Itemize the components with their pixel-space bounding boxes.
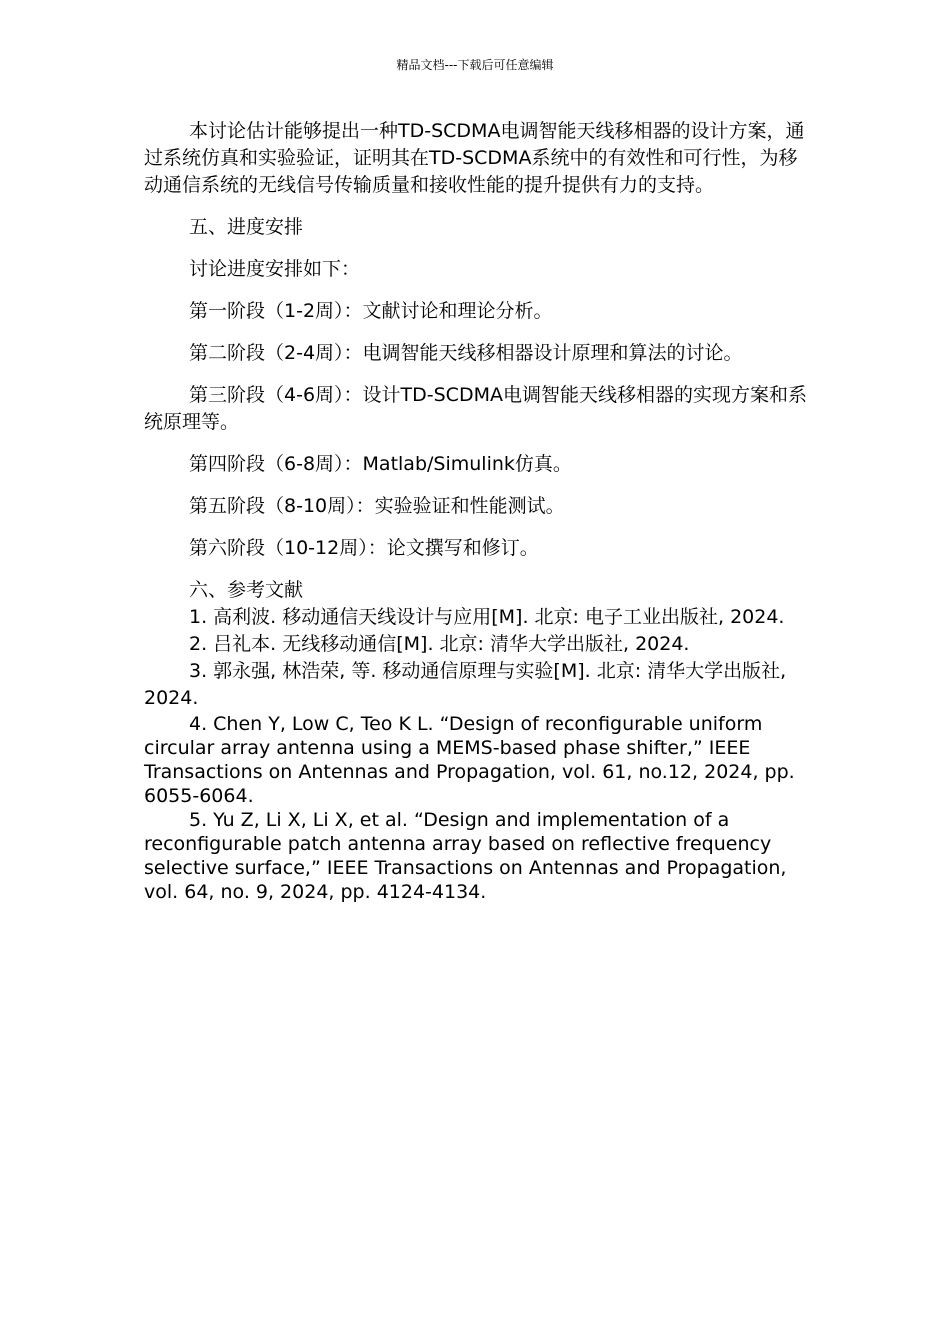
section-title-schedule: 五、进度安排	[189, 216, 304, 238]
reference-item: 2. 吕礼本. 无线移动通信[M]. 北京: 清华大学出版社, 2024.	[189, 633, 690, 655]
schedule-phase: 第五阶段（8-10周）：实验验证和性能测试。	[189, 495, 565, 517]
reference-item: 4. Chen Y, Low C, Teo K L. “Design of reconfigurable uniform circular array antenna using a MEMS-based phase shifter,” IEEE Transactions on Antennas and Propagation, vol. 61, no.12, 2024, pp. 6055-6064.	[144, 713, 795, 807]
schedule-phase: 第三阶段（4-6周）：设计TD-SCDMA电调智能天线移相器的实现方案和系统原理等。	[144, 384, 807, 433]
reference-item: 1. 高利波. 移动通信天线设计与应用[M]. 北京: 电子工业出版社, 2024.	[189, 606, 785, 628]
document-body	[144, 118, 809, 904]
schedule-intro: 讨论进度安排如下：	[189, 258, 361, 280]
schedule-phase: 第二阶段（2-4周）：电调智能天线移相器设计原理和算法的讨论。	[189, 342, 743, 364]
page-header: 精品文档---下载后可任意编辑	[396, 58, 554, 72]
reference-item: 3. 郭永强, 林浩荣, 等. 移动通信原理与实验[M]. 北京: 清华大学出版社, 2024.	[144, 660, 787, 709]
intro-paragraph: 本讨论估计能够提出一种TD-SCDMA电调智能天线移相器的设计方案，通过系统仿真和实验验证，证明其在TD-SCDMA系统中的有效性和可行性，为移动通信系统的无线信号传输质量和接收性能的提升提供有力的支持。	[144, 120, 805, 196]
schedule-phase: 第六阶段（10-12周）：论文撰写和修订。	[189, 537, 539, 559]
schedule-phase: 第四阶段（6-8周）：Matlab/Simulink仿真。	[189, 453, 572, 475]
schedule-phase: 第一阶段（1-2周）：文献讨论和理论分析。	[189, 300, 553, 322]
reference-item: 5. Yu Z, Li X, Li X, et al. “Design and implementation of a reconfigurable patch antenna array based on reflective frequency selective surface,” IEEE Transactions on Antennas and Propagation, vol. 64, no. 9, 2024, pp. 4124-4134.	[144, 809, 787, 903]
section-title-references: 六、参考文献	[189, 579, 304, 601]
